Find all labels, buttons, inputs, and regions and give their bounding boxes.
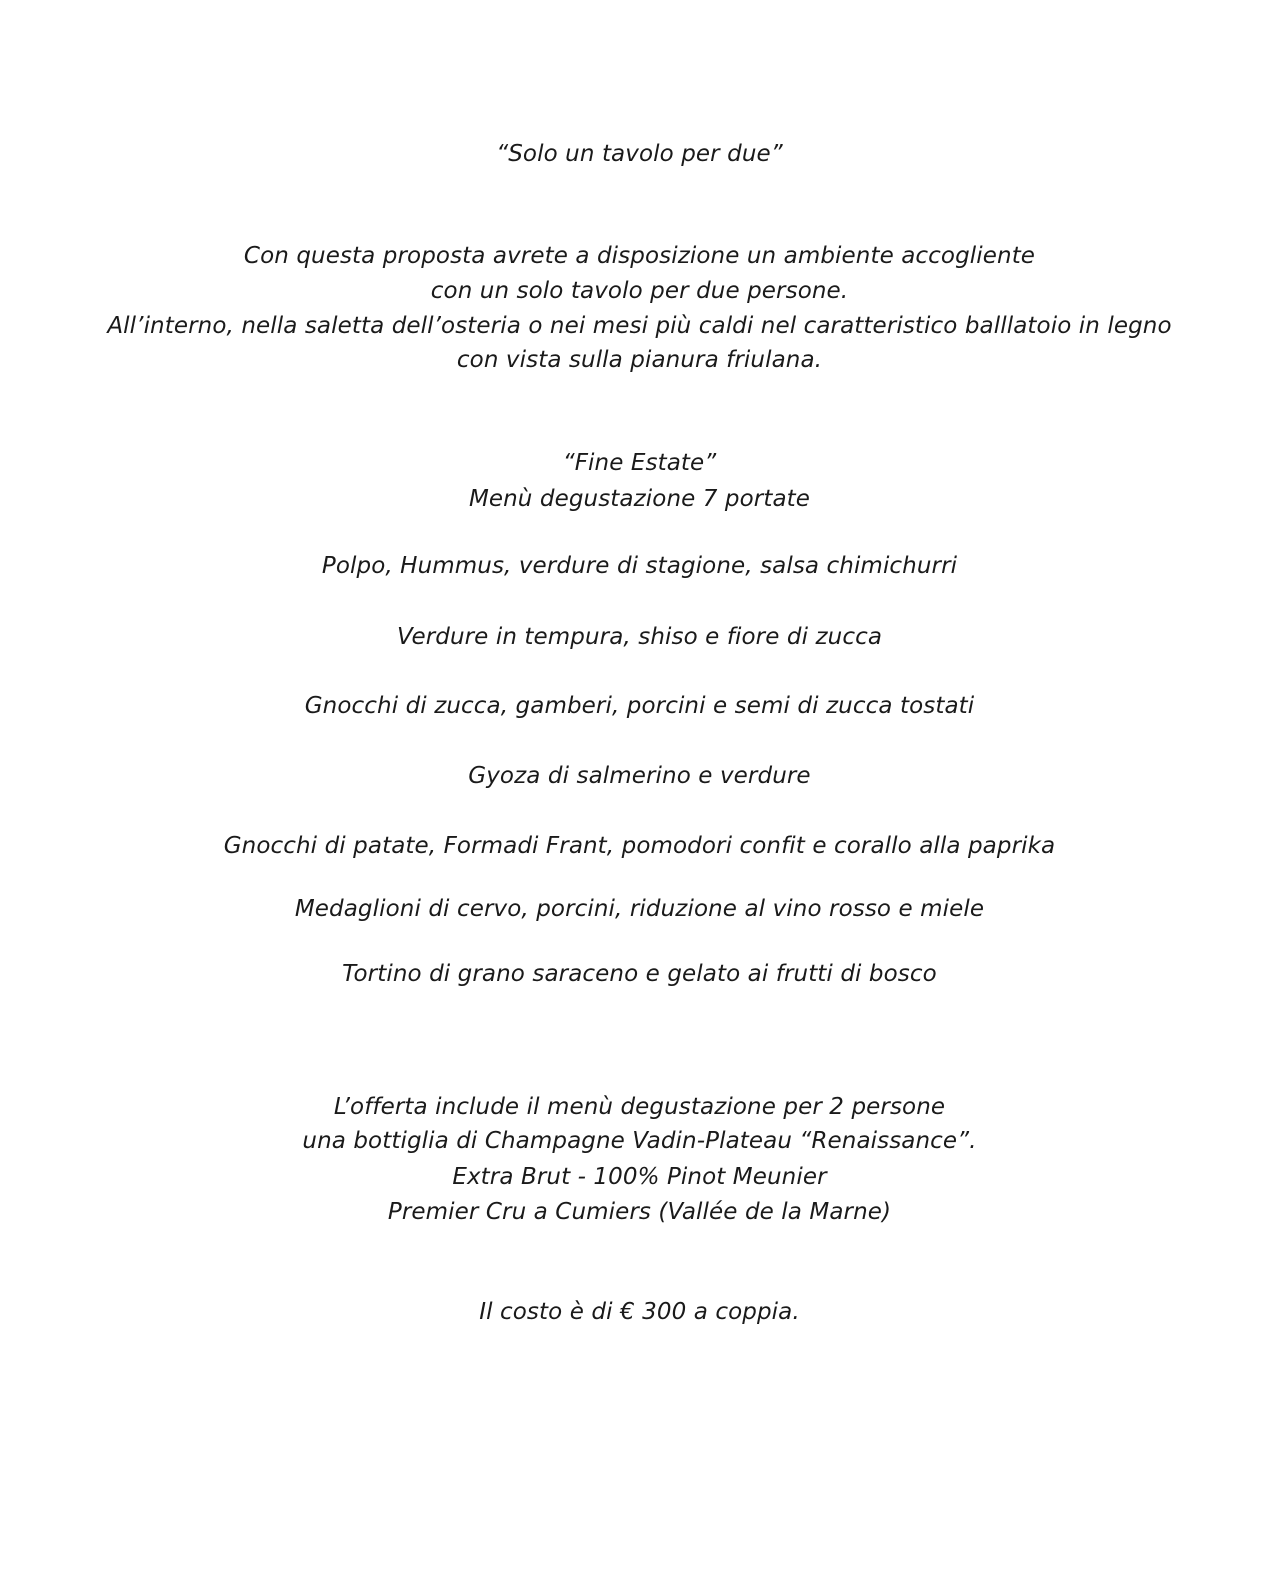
menu-course: Gyoza di salmerino e verdure <box>468 763 811 789</box>
menu-course: Medaglioni di cervo, porcini, riduzione al vino rosso e miele <box>294 896 985 922</box>
offer-line: L’offerta include il menù degustazione per 2 persone <box>333 1094 946 1120</box>
price-text: Il costo è di € 300 a coppia. <box>479 1299 800 1325</box>
intro-line: con un solo tavolo per due persone. <box>430 278 849 304</box>
intro-line: All’interno, nella saletta dell’osteria o nei mesi più caldi nel caratteristico balllatoio in legno <box>107 313 1172 339</box>
menu-name: “Fine Estate” <box>562 450 717 476</box>
menu-course: Gnocchi di patate, Formadi Frant, pomodori confit e corallo alla paprika <box>223 833 1056 859</box>
intro-line: con vista sulla pianura friulana. <box>456 347 823 373</box>
page-title: “Solo un tavolo per due” <box>496 141 783 167</box>
menu-course: Verdure in tempura, shiso e fiore di zucca <box>396 624 883 650</box>
offer-line: Extra Brut - 100% Pinot Meunier <box>452 1164 827 1190</box>
intro-line: Con questa proposta avrete a disposizione un ambiente accogliente <box>243 243 1036 269</box>
menu-course: Tortino di grano saraceno e gelato ai frutti di bosco <box>342 961 937 987</box>
offer-line: Premier Cru a Cumiers (Vallée de la Marne) <box>387 1199 892 1225</box>
menu-course: Gnocchi di zucca, gamberi, porcini e semi di zucca tostati <box>304 693 975 719</box>
menu-course: Polpo, Hummus, verdure di stagione, salsa chimichurri <box>321 553 958 579</box>
menu-subtitle: Menù degustazione 7 portate <box>468 486 811 512</box>
offer-line: una bottiglia di Champagne Vadin-Plateau “Renaissance”. <box>302 1128 977 1154</box>
